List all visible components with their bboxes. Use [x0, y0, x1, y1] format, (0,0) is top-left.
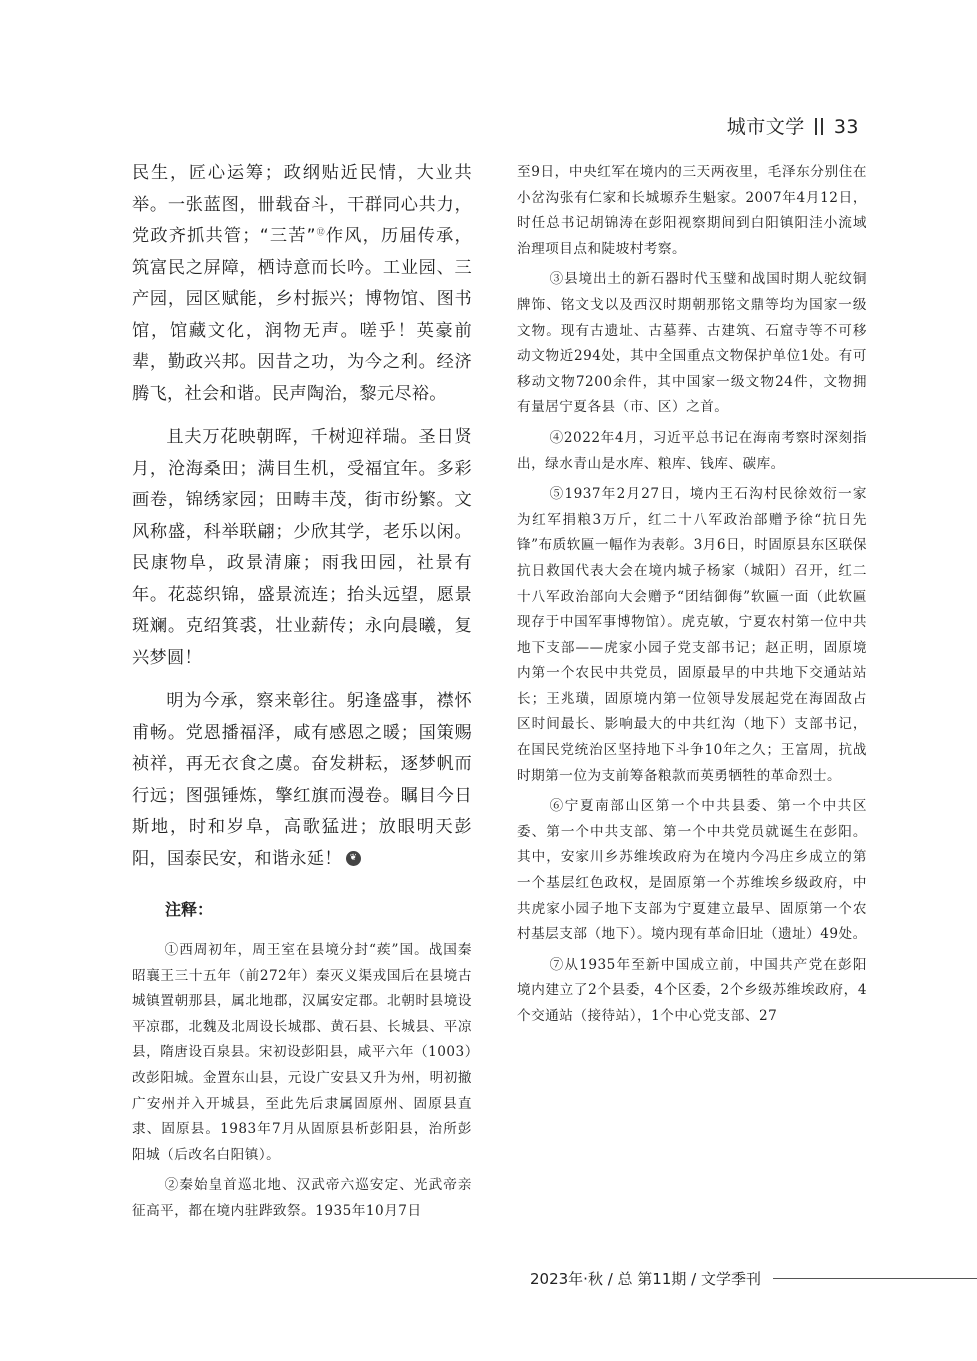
poem-paragraph: 且夫万花映朝晖，千树迎祥瑞。圣日贤月，沧海桑田；满目生机，受福宜年。多彩画卷，锦绣家园；田畴丰茂，街市纷繁。文风称盛，科举联翩；少欣其学，老乐以闲。民康物阜，政景清廉；雨我田园，社景有年。花蕊织锦，盛景流连；抬头远望，愿景斑斓。克绍箕裘，壮业薪传；永向晨曦，复兴梦圆！ — [132, 427, 472, 668]
journal-name: 城市文学 — [726, 116, 805, 138]
poem-paragraph: 民生，匠心运筹；政纲贴近民情，大业共举。一张蓝图，卌载奋斗，干群同心共力，党政齐抓共管；“三苦”⑫作风，历届传承，筑富民之屏障，栖诗意而长吟。工业园、三产园，园区赋能，乡村振兴；博物馆、图书馆，馆藏文化，润物无声。嗟乎！英豪前辈，勤政兴邦。因昔之功，为今之利。经济腾飞，社会和谐。民声陶治，黎元尽裕。 — [132, 163, 472, 404]
footnote: ①西周初年，周王室在县境分封“蒺”国。战国秦昭襄王三十五年（前272年）秦灭义渠戎国后在县境古城镇置朝那县，属北地郡，汉属安定郡。北朝时县境设平凉郡，北魏及北周设长城郡、黄石县、长城县、平凉县，隋唐设百泉县。宋初设彭阳县，咸平六年（1003）改彭阳城。金置东山县，元设广安县又升为州，明初撤广安州并入开城县，至此先后隶属固原州、固原县直隶、固原县。1983年7月从固原县析彭阳县，治所彭阳城（后改名白阳镇）。 — [132, 942, 472, 1163]
issue-info: 2023年·秋 / 总 第11期 / 文学季刊 — [530, 1270, 761, 1288]
footnote-continued: 至9日，中央红军在境内的三天两夜里，毛泽东分别住在小岔沟张有仁家和长城塬乔生魁家。2007年4月12日，时任总书记胡锦涛在彭阳视察期间到白阳镇阳洼小流域治理项目点和陡坡村考察。 — [517, 164, 867, 257]
page-header — [727, 112, 859, 139]
footnote: ④2022年4月，习近平总书记在海南考察时深刻指出，绿水青山是水库、粮库、钱库、碳库。 — [517, 429, 867, 472]
footer-rule — [773, 1278, 977, 1279]
header-divider — [815, 118, 817, 135]
footnote: ②秦始皇首巡北地、汉武帝六巡安定、光武帝亲征高平，都在境内驻跸致祭。1935年10月7日 — [132, 1177, 472, 1219]
page-footer — [530, 1268, 977, 1289]
poem-paragraph: 明为今承，察来彰往。躬逢盛事，襟怀甫畅。党恩播福泽，咸有感恩之暖；国策赐祯祥，再无衣食之虞。奋发耕耘，逐梦帆而行远；图强锤炼，擎红旗而漫卷。瞩目今日斯地，时和岁阜，高歌猛进；放眼明天彭阳，国泰民安，和谐永延！ ❦ — [132, 691, 472, 869]
left-column — [132, 158, 472, 1230]
header-divider — [821, 118, 823, 135]
notes-heading: 注释： — [165, 900, 214, 919]
poem-text — [132, 158, 472, 875]
footnote-ref: ⑫ — [315, 227, 326, 237]
footnote: ③县境出土的新石器时代玉璧和战国时期人驼纹铜牌饰、铭文戈以及西汉时期朝那铭文鼎等均为国家一级文物。现有古遗址、古墓葬、古建筑、石窟寺等不可移动文物近294处，其中全国重点文物保护单位1处。有可移动文物7200余件，其中国家一级文物24件，文物拥有量居宁夏各县（市、区）之首。 — [517, 271, 867, 416]
footnote: ⑥宁夏南部山区第一个中共县委、第一个中共区委、第一个中共支部、第一个中共党员就诞生在彭阳。其中，安家川乡苏维埃政府为在境内今冯庄乡成立的第一个基层红色政权，是固原第一个苏维埃乡级政府，中共虎家小园子地下支部为宁夏建立最早、固原第一个农村基层支部（地下）。境内现有革命旧址（遗址）49处。 — [517, 798, 867, 943]
right-column — [517, 160, 867, 1035]
footnote: ⑤1937年2月27日，境内王石沟村民徐效衍一家为红军捐粮3万斤，红二十八军政治部赠予徐“抗日先锋”布质软匾一幅作为表彰。3月6日，时固原县东区联保抗日救国代表大会在境内城子杨家（城阳）召开，红二十八军政治部向大会赠予“团结御侮”软匾一面（此软匾现存于中国军事博物馆）。虎克敏，宁夏农村第一位中共地下支部——虎家小园子党支部书记；赵正明，固原境内第一个农民中共党员，固原最早的中共地下交通站站长；王兆璜，固原境内第一位领导发展起党在海固敌占区时间最长、影响最大的中共红沟（地下）支部书记，在国民党统治区坚持地下斗争10年之久；王富周，抗战时期第一位为支前筹备粮款而英勇牺牲的革命烈士。 — [517, 486, 867, 784]
page-number: 33 — [833, 116, 859, 138]
footnote: ⑦从1935年至新中国成立前，中国共产党在彭阳境内建立了2个县委，4个区委，2个乡级苏维埃政府，4个交通站（接待站），1个中心党支部、27 — [517, 956, 867, 1024]
end-mark-icon: ❦ — [346, 851, 361, 866]
